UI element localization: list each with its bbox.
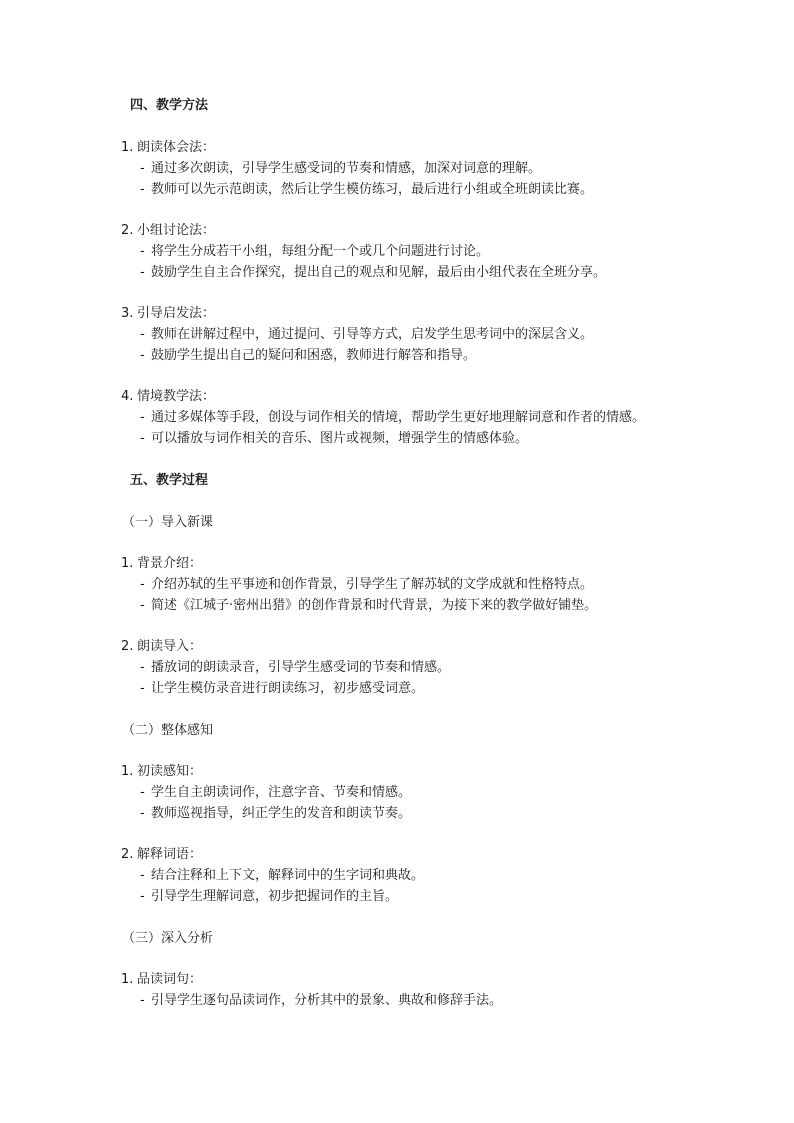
list-item <box>121 764 202 780</box>
bullet-text: 结合注释和上下文，解释词中的生字词和典故。 <box>151 868 425 883</box>
bullet-item <box>140 660 450 676</box>
list-item <box>121 639 202 655</box>
item-label: 朗读体会法： <box>137 140 216 155</box>
bullet-item <box>140 182 593 198</box>
item-number: 1. <box>121 764 134 779</box>
bullet-item <box>140 868 424 884</box>
bullet-dash: - <box>140 410 145 425</box>
bullet-text: 将学生分成若干小组，每组分配一个或几个问题进行讨论。 <box>151 244 490 259</box>
section-heading: 四、教学方法 <box>130 98 209 113</box>
bullet-text: 学生自主朗读词作，注意字音、节奏和情感。 <box>151 785 412 800</box>
bullet-item <box>140 348 476 364</box>
bullet-item <box>140 785 411 801</box>
bullet-dash: - <box>140 889 145 904</box>
item-number: 2. <box>121 639 134 654</box>
item-label: 解释词语： <box>137 847 203 862</box>
bullet-text: 教师可以先示范朗读，然后让学生模仿练习，最后进行小组或全班朗读比赛。 <box>151 182 594 197</box>
subsection-heading: （一）导入新课 <box>122 515 214 530</box>
item-label: 朗读导入： <box>137 639 203 654</box>
list-item <box>121 306 215 322</box>
bullet-text: 引导学生逐句品读词作，分析其中的景象、典故和修辞手法。 <box>151 993 503 1008</box>
bullet-item <box>140 993 502 1009</box>
bullet-text: 教师在讲解过程中，通过提问、引导等方式，启发学生思考词中的深层含义。 <box>151 327 594 342</box>
list-item <box>121 847 202 863</box>
bullet-dash: - <box>140 244 145 259</box>
list-item <box>121 140 215 156</box>
bullet-text: 播放词的朗读录音，引导学生感受词的节奏和情感。 <box>151 660 451 675</box>
list-item <box>121 389 215 405</box>
bullet-dash: - <box>140 660 145 675</box>
bullet-text: 鼓励学生提出自己的疑问和困惑，教师进行解答和指导。 <box>151 348 477 363</box>
item-number: 3. <box>121 306 134 321</box>
bullet-item <box>140 806 411 822</box>
bullet-text: 让学生模仿录音进行朗读练习，初步感受词意。 <box>151 681 425 696</box>
bullet-item <box>140 161 541 177</box>
bullet-dash: - <box>140 806 145 821</box>
item-label: 情境教学法： <box>137 389 216 404</box>
bullet-text: 简述《江城子·密州出猎》的创作背景和时代背景，为接下来的教学做好铺垫。 <box>151 598 598 613</box>
bullet-text: 可以播放与词作相关的音乐、图片或视频，增强学生的情感体验。 <box>151 431 529 446</box>
item-number: 4. <box>121 389 134 404</box>
bullet-text: 介绍苏轼的生平事迹和创作背景，引导学生了解苏轼的文学成就和性格特点。 <box>151 577 594 592</box>
bullet-item <box>140 327 593 343</box>
bullet-item <box>140 598 597 614</box>
bullet-dash: - <box>140 327 145 342</box>
bullet-dash: - <box>140 348 145 363</box>
bullet-item <box>140 410 645 426</box>
item-number: 2. <box>121 223 134 238</box>
bullet-dash: - <box>140 161 145 176</box>
bullet-dash: - <box>140 598 145 613</box>
bullet-dash: - <box>140 182 145 197</box>
bullet-item <box>140 265 606 281</box>
bullet-text: 引导学生理解词意，初步把握词作的主旨。 <box>151 889 399 904</box>
item-label: 背景介绍： <box>137 556 203 571</box>
bullet-item <box>140 889 398 905</box>
item-label: 引导启发法： <box>137 306 216 321</box>
bullet-dash: - <box>140 785 145 800</box>
bullet-dash: - <box>140 577 145 592</box>
bullet-text: 教师巡视指导，纠正学生的发音和朗读节奏。 <box>151 806 412 821</box>
item-number: 1. <box>121 140 134 155</box>
list-item <box>121 556 202 572</box>
section-heading: 五、教学过程 <box>130 473 209 488</box>
bullet-item <box>140 431 528 447</box>
item-label: 小组讨论法： <box>137 223 216 238</box>
bullet-item <box>140 577 593 593</box>
bullet-dash: - <box>140 681 145 696</box>
item-number: 1. <box>121 972 134 987</box>
subsection-heading: （二）整体感知 <box>122 723 214 738</box>
bullet-text: 通过多次朗读，引导学生感受词的节奏和情感，加深对词意的理解。 <box>151 161 542 176</box>
list-item <box>121 972 202 988</box>
bullet-item <box>140 681 424 697</box>
bullet-text: 鼓励学生自主合作探究，提出自己的观点和见解，最后由小组代表在全班分享。 <box>151 265 607 280</box>
item-number: 2. <box>121 847 134 862</box>
bullet-dash: - <box>140 868 145 883</box>
item-label: 初读感知： <box>137 764 203 779</box>
bullet-dash: - <box>140 265 145 280</box>
item-number: 1. <box>121 556 134 571</box>
bullet-dash: - <box>140 993 145 1008</box>
item-label: 品读词句： <box>137 972 203 987</box>
bullet-text: 通过多媒体等手段，创设与词作相关的情境，帮助学生更好地理解词意和作者的情感。 <box>151 410 646 425</box>
list-item <box>121 223 215 239</box>
subsection-heading: （三）深入分析 <box>122 931 214 946</box>
bullet-item <box>140 244 489 260</box>
bullet-dash: - <box>140 431 145 446</box>
